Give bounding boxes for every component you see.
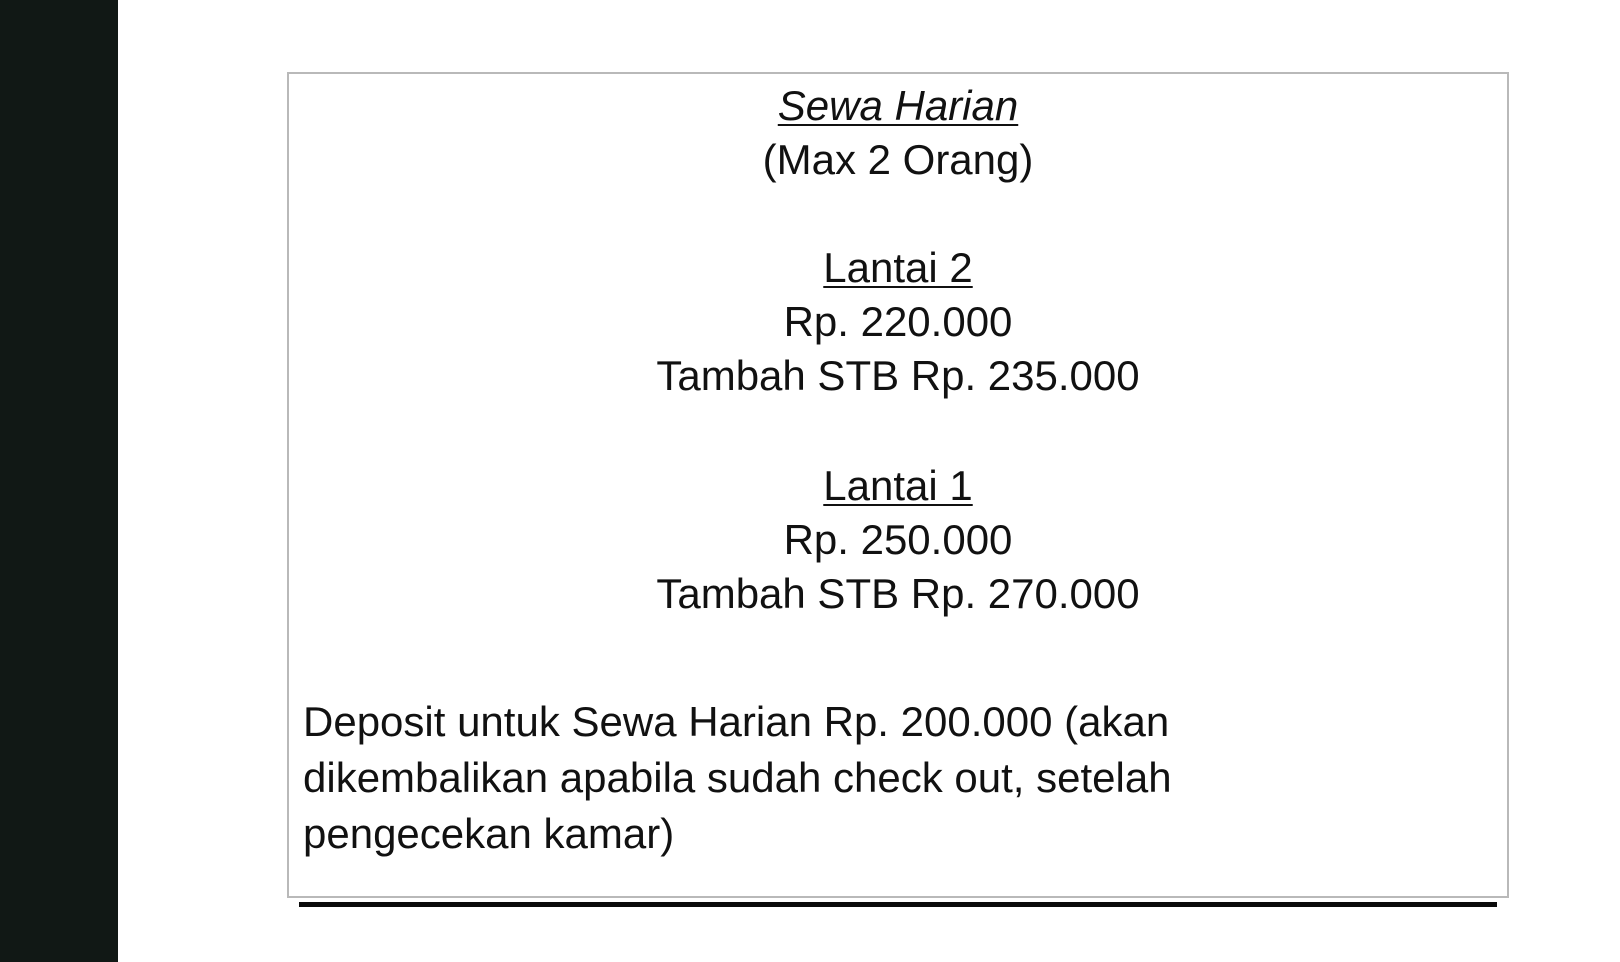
floor-1-price: Rp. 250.000: [783, 516, 1013, 563]
floor-2-stb-price: Tambah STB Rp. 235.000: [656, 352, 1140, 399]
floor-2-price: Rp. 220.000: [783, 298, 1013, 345]
dark-sidebar: [0, 0, 118, 962]
floor-1-heading: Lantai 1: [823, 462, 973, 509]
price-card: [287, 72, 1509, 898]
deposit-note: Deposit untuk Sewa Harian Rp. 200.000 (akan dikembalikan apabila sudah check out, setelah pengecekan kamar): [303, 698, 1172, 857]
card-title: Sewa Harian: [777, 82, 1019, 129]
card-bottom-rule: [299, 902, 1497, 907]
floor-1-stb-price: Tambah STB Rp. 270.000: [656, 570, 1140, 617]
floor-2-heading: Lantai 2: [823, 244, 973, 291]
card-subtitle: (Max 2 Orang): [762, 136, 1034, 183]
